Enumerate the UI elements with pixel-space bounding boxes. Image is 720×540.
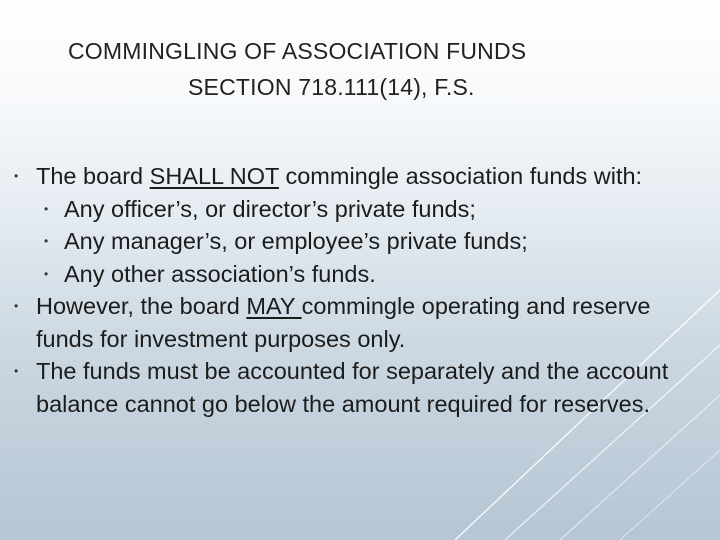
bullet-item-1 [14,160,714,193]
bullet-2-emphasis: MAY [246,293,302,319]
sub-bullet-item-2 [14,225,714,258]
bullet-1-text-after: commingle association funds with: [278,163,643,189]
bullet-1-emphasis: SHALL NOT [149,163,279,189]
bullet-2-text-before: However, the board [36,293,247,319]
bullet-icon: • [44,234,49,248]
bullet-icon: • [44,266,49,281]
bullet-icon: • [14,364,19,378]
bullet-3-text: The funds must be accounted for separately and the account balance cannot go below the amount required for reserves. [36,358,669,417]
bullet-1-text-before: The board [36,163,150,189]
sub-bullet-item-1 [14,193,714,226]
sub-bullet-item-3 [14,258,714,291]
bullet-icon: • [14,299,19,313]
slide-title-line-1: COMMINGLING OF ASSOCIATION FUNDS [68,38,527,64]
slide-body [14,160,714,420]
sub-bullet-1-text: Any officer’s, or director’s private funds; [64,195,476,222]
bullet-item-2 [14,290,714,355]
bullet-item-3 [14,355,714,420]
bullet-icon: • [44,201,49,216]
slide-title-line-2: SECTION 718.111(14), F.S. [188,74,475,100]
bullet-2-text-after: commingle operating and reserve funds for investment purposes only. [36,293,651,352]
sub-bullet-2-text: Any manager’s, or employee’s private funds; [64,228,528,254]
bullet-icon: • [14,169,19,183]
sub-bullet-3-text: Any other association’s funds. [64,260,376,287]
